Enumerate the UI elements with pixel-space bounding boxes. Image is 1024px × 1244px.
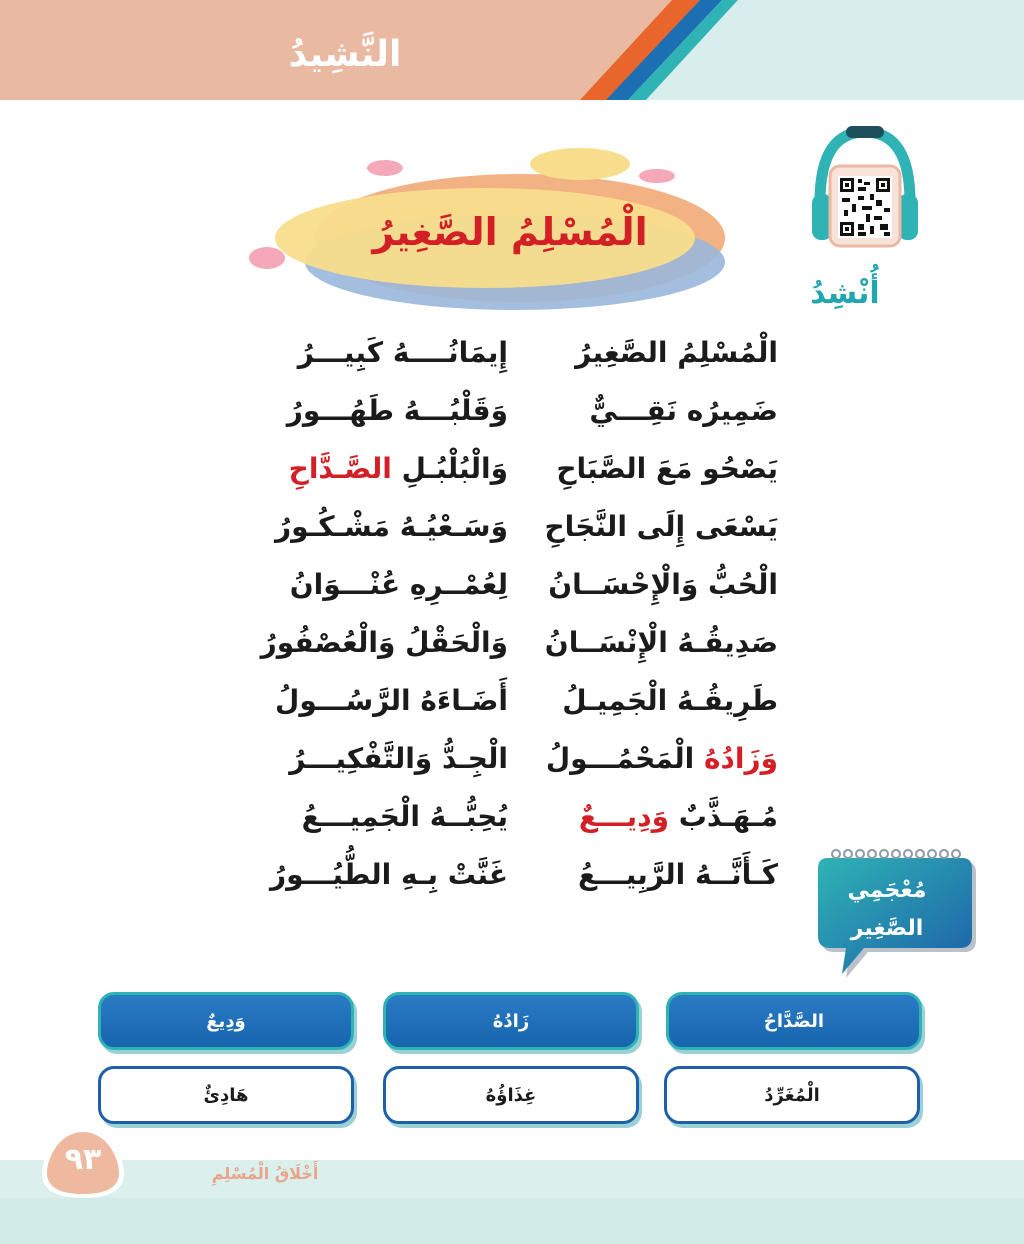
poem-verse (240, 388, 790, 446)
verse-second-hemistich: يُحِبُّــهُ الْجَمِيـــعُ (301, 800, 508, 833)
vocab-meaning: غِذَاؤُهُ (383, 1066, 639, 1124)
poem-verse (240, 562, 790, 620)
headphones-qr-icon[interactable] (810, 124, 920, 254)
verse-first-hemistich (546, 742, 778, 775)
anthem-label: أُنْشِدُ (810, 276, 880, 311)
verse-first-hemistich (579, 800, 778, 833)
verse-text: مُـهَـذَّبٌ (668, 800, 778, 833)
poem-verse (240, 504, 790, 562)
unit-name: أَخْلَاقُ الْمُسْلِمِ (211, 1164, 319, 1183)
poem-verse (240, 678, 790, 736)
section-title: النَّشِيدُ (288, 34, 402, 75)
vocab-meaning: الْمُغَرِّدُ (664, 1066, 920, 1124)
footer-lower-strip (0, 1198, 1024, 1244)
verse-second-hemistich (289, 452, 508, 485)
poem-verse (240, 852, 790, 910)
poem-body (240, 330, 790, 910)
verse-second-hemistich: وَسَـعْيُـهُ مَشْـكُـورُ (275, 510, 508, 543)
verse-first-hemistich: ضَمِيرُه نَقِـــيٌّ (589, 394, 778, 427)
verse-second-hemistich: إِيمَانُــــهُ كَبِيـــرُ (297, 336, 508, 369)
verse-second-hemistich: لِعُمْــرِهِ عُنْـــوَانُ (289, 568, 508, 601)
highlighted-word: وَدِيـــعٌ (578, 800, 669, 833)
verse-first-hemistich: كَـأَنَّــهُ الرَّبِيـــعُ (577, 858, 778, 891)
glossary-title-line: مُعْجَمِي (847, 878, 927, 903)
poem-title: الْمُسْلِمُ الصَّغِيرُ (372, 210, 648, 254)
poem-verse (240, 446, 790, 504)
page-number: ٩٣ (64, 1142, 102, 1177)
vocab-meaning: هَادِئٌ (98, 1066, 354, 1124)
header-band (0, 0, 1024, 100)
verse-first-hemistich: الْحُبُّ وَالْإِحْسَــانُ (548, 568, 778, 601)
highlighted-word: وَزَادُهُ (703, 742, 778, 775)
highlighted-word: الصَّـدَّاحِ (288, 452, 392, 485)
verse-second-hemistich: غَنَّتْ بِـهِ الطُّيُـــورُ (270, 858, 508, 891)
verse-second-hemistich: وَالْحَقْلُ وَالْعُصْفُورُ (260, 626, 508, 659)
poem-verse (240, 330, 790, 388)
verse-second-hemistich: أَضَـاءَهُ الرَّسُـــولُ (275, 684, 508, 717)
verse-second-hemistich: الْجِـدُّ وَالتَّفْكِيـــرُ (289, 742, 508, 775)
footer-band (0, 1160, 1024, 1244)
poem-verse (240, 736, 790, 794)
verse-first-hemistich: يَسْعَى إِلَى النَّجَاحِ (544, 510, 778, 543)
vocab-word: وَدِيعٌ (98, 992, 354, 1050)
verse-first-hemistich: الْمُسْلِمُ الصَّغِيرُ (575, 336, 778, 369)
verse-text: الْمَحْمُـــولُ (545, 742, 704, 775)
verse-first-hemistich: صَدِيقُـهُ الْإِنْسَــانُ (544, 626, 778, 659)
glossary-title-line: الصَّغِير (850, 916, 924, 941)
vocab-word: الصَّدَّاحُ (666, 992, 922, 1050)
verse-text: وَالْبُلْبُـلِ (391, 452, 508, 485)
poem-verse (240, 620, 790, 678)
vocab-word: زَادُهُ (383, 992, 639, 1050)
verse-first-hemistich: يَصْحُو مَعَ الصَّبَاحِ (556, 452, 778, 485)
verse-second-hemistich: وَقَلْبُـــهُ طَهُـــورُ (286, 394, 508, 427)
glossary-title (822, 872, 952, 948)
poem-verse (240, 794, 790, 852)
verse-first-hemistich: طَرِيقُـهُ الْجَمِيـلُ (562, 684, 778, 717)
